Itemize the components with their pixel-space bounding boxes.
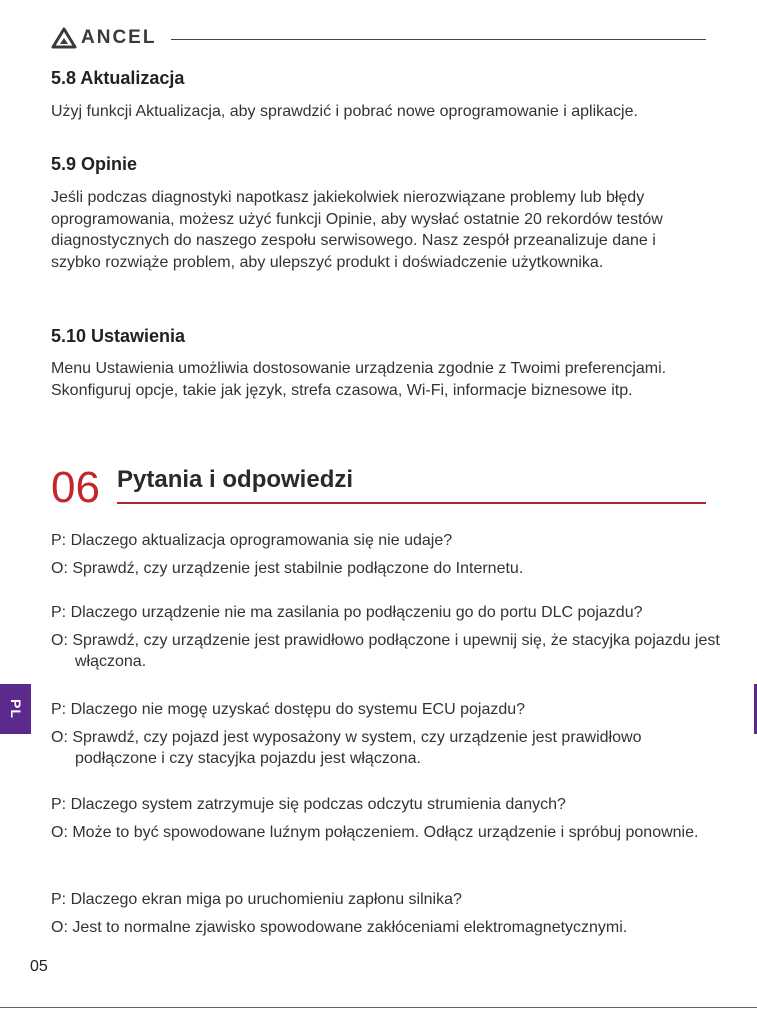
chapter-number: 06 [51, 463, 100, 512]
brand-logo [51, 27, 156, 49]
page-header [51, 27, 706, 53]
section-title-update: 5.8 Aktualizacja [51, 68, 185, 88]
section-title-settings: 5.10 Ustawienia [51, 326, 186, 346]
faq-answer: O: Jest to normalne zjawisko spowodowane zakłóceniami elektromagnetycznymi. [51, 918, 628, 936]
faq-answer: O: Sprawdź, czy urządzenie jest stabilnie podłączone do Internetu. [51, 559, 524, 577]
faq-answer: O: Sprawdź, czy urządzenie jest prawidłowo podłączone i upewnij się, że stacyjka pojazdu jest włączona. [51, 631, 720, 670]
footer-divider [0, 1007, 757, 1008]
language-tab [0, 684, 31, 734]
faq-item [51, 699, 721, 770]
page-number: 05 [30, 958, 48, 975]
section-body-feedback: Jeśli podczas diagnostyki napotkasz jakiekolwiek nierozwiązane problemy lub błędy oprogramowania, możesz użyć funkcji Opinie, aby wysłać ostatnie 20 rekordów testów diagnostycznych do naszego zespołu serwisowego. Nasz zespół przeanalizuje dane i szybko rozwiąże problem, aby ulepszyć produkt i doświadczenie użytkownika. [51, 189, 663, 271]
header-divider [171, 39, 706, 40]
section-body-settings: Menu Ustawienia umożliwia dostosowanie urządzenia zgodnie z Twoimi preferencjami. Skonfiguruj opcje, takie jak język, strefa czasowa, Wi-Fi, informacje biznesowe itp. [51, 360, 667, 399]
language-tab-label: PL [7, 699, 24, 719]
ancel-logo-icon [51, 27, 77, 49]
faq-item [51, 794, 721, 843]
faq-item [51, 530, 721, 579]
faq-item [51, 889, 721, 938]
section-title-feedback: 5.9 Opinie [51, 154, 138, 174]
faq-question: P: Dlaczego system zatrzymuje się podczas odczytu strumienia danych? [51, 796, 566, 813]
faq-question: P: Dlaczego ekran miga po uruchomieniu zapłonu silnika? [51, 891, 462, 908]
section-body-update: Użyj funkcji Aktualizacja, aby sprawdzić i pobrać nowe oprogramowanie i aplikacje. [51, 103, 638, 120]
faq-item [51, 602, 721, 673]
faq-question: P: Dlaczego aktualizacja oprogramowania się nie udaje? [51, 532, 453, 549]
chapter-heading [51, 463, 706, 512]
faq-answer: O: Może to być spowodowane luźnym połączeniem. Odłącz urządzenie i spróbuj ponownie. [51, 823, 699, 841]
chapter-title: Pytania i odpowiedzi [117, 466, 354, 493]
faq-question: P: Dlaczego nie mogę uzyskać dostępu do systemu ECU pojazdu? [51, 701, 526, 718]
faq-question: P: Dlaczego urządzenie nie ma zasilania po podłączeniu go do portu DLC pojazdu? [51, 604, 643, 621]
brand-name: ANCEL [81, 27, 157, 48]
faq-answer: O: Sprawdź, czy pojazd jest wyposażony w system, czy urządzenie jest prawidłowo podłączone i czy stacyjka pojazdu jest włączona. [51, 728, 642, 767]
chapter-underline [117, 502, 706, 504]
